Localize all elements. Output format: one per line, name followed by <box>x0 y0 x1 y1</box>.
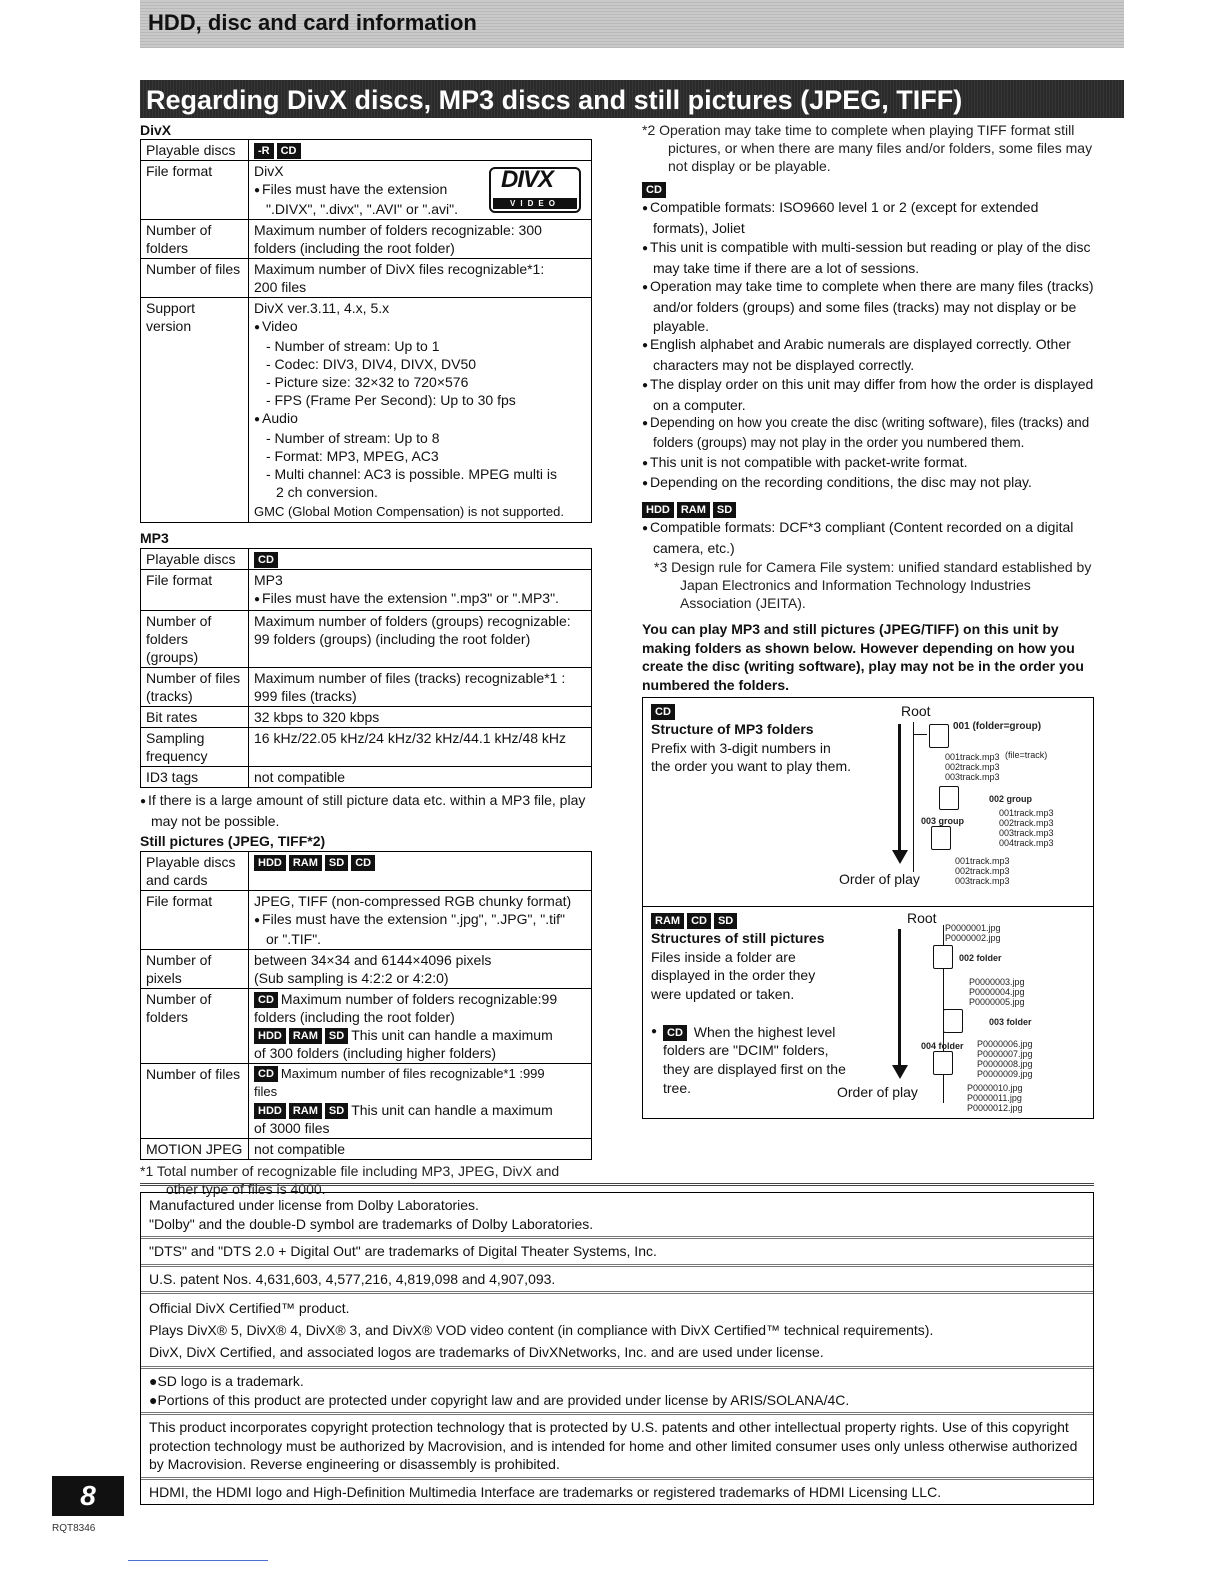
row-value <box>249 259 592 298</box>
disc-badge: CD <box>642 182 666 198</box>
table-row <box>141 667 592 706</box>
footnote-2: *2 Operation may take time to complete when playing TIFF format still pictures, or when there are many files and/or folders, some files may not display or be playable. <box>642 122 1093 174</box>
cd-item: ● Depending on the recording conditions, the disc may not play. <box>642 473 1094 494</box>
cd-item: ● This unit is not compatible with packet-write format. <box>642 453 1094 474</box>
row-key: Number of pixels <box>141 949 249 988</box>
section-title: Regarding DivX discs, MP3 discs and still pictures (JPEG, TIFF) <box>146 85 963 115</box>
disc-badge: HDD <box>254 1028 286 1044</box>
picture-label: P0000002.jpg <box>945 932 1001 943</box>
arrow-down-icon <box>892 1065 908 1079</box>
value-line: ● Audio <box>254 409 586 429</box>
disc-badge: CD <box>277 143 301 159</box>
disc-badge: RAM <box>651 913 684 929</box>
folder-label: 002 group <box>989 793 1033 804</box>
picture-label: P0000006.jpg <box>977 1038 1033 1049</box>
value-line: ● Video <box>254 317 586 337</box>
still-heading: Still pictures (JPEG, TIFF*2) <box>140 833 326 850</box>
divx-heading: DivX <box>140 122 172 138</box>
dcf-item: ● Compatible formats: DCF*3 compliant (Content recorded on a digital camera, etc.) <box>642 518 1094 557</box>
value-line: (Sub sampling is 4:2:2 or 4:2:0) <box>254 969 449 986</box>
value-line: JPEG, TIFF (non-compressed RGB chunky format) <box>254 892 572 909</box>
mp3-structure-box <box>642 697 1094 907</box>
folder-icon <box>929 724 949 748</box>
value-line: Maximum number of DivX files recognizable*1: <box>254 261 545 278</box>
folder-label: 003 group <box>921 815 965 826</box>
value-line: 999 files (tracks) <box>254 687 357 704</box>
value-line: - Codec: DIV3, DIV4, DIVX, DV50 <box>266 356 477 373</box>
row-value <box>249 667 592 706</box>
disc-badge: RAM <box>289 1103 322 1119</box>
value-line: - Format: MP3, MPEG, AC3 <box>266 448 439 465</box>
chapter-banner <box>140 0 1124 48</box>
row-value <box>249 1063 592 1138</box>
divider <box>140 1183 1094 1186</box>
picture-label: P0000012.jpg <box>967 1102 1023 1113</box>
row-key: Support version <box>141 298 249 523</box>
disc-badge: RAM <box>289 855 322 871</box>
row-value <box>249 949 592 988</box>
track-label: 003track.mp3 <box>945 771 1000 782</box>
row-key: Playable discs and cards <box>141 851 249 890</box>
value-line: Maximum number of folders recognizable: 300 <box>254 222 542 239</box>
row-value: 32 kbps to 320 kbps <box>249 706 592 727</box>
disc-badge: SD <box>325 855 348 871</box>
table-row <box>141 140 592 161</box>
value-line: DivX ver.3.11, 4.x, 5.x <box>254 300 390 317</box>
row-value <box>249 548 592 569</box>
disc-badge: -R <box>254 143 274 159</box>
table-row <box>141 569 592 610</box>
value-line: Maximum number of files recognizable*1 :999 <box>280 1065 545 1081</box>
disc-badge: CD <box>254 1066 278 1082</box>
track-label: 001track.mp3 <box>999 807 1054 818</box>
table-row <box>141 161 592 220</box>
mp3-table <box>140 548 592 788</box>
track-label: 001track.mp3 <box>945 751 1000 762</box>
value-line: GMC (Global Motion Compensation) is not supported. <box>254 504 564 520</box>
left-column <box>140 121 592 1198</box>
arrow-down-icon <box>892 850 908 864</box>
still-structure-box <box>642 907 1094 1119</box>
value-line: ● Files must have the extension ".jpg", ".JPG", ".tif" <box>254 910 586 930</box>
notice-row: U.S. patent Nos. 4,631,603, 4,577,216, 4,819,098 and 4,907,093. <box>141 1267 1093 1295</box>
logo-subtext: VIDEO <box>493 198 577 209</box>
picture-label: P0000003.jpg <box>969 976 1025 987</box>
picture-label: P0000007.jpg <box>977 1048 1033 1059</box>
cd-item: ● Compatible formats: ISO9660 level 1 or 2 (except for extended formats), Joliet <box>642 198 1094 237</box>
row-key: ID3 tags <box>141 766 249 787</box>
track-label: 002track.mp3 <box>955 865 1010 876</box>
table-row <box>141 988 592 1063</box>
value-line: files <box>254 1083 278 1099</box>
row-key: Playable discs <box>141 548 249 569</box>
picture-label: P0000005.jpg <box>969 996 1025 1007</box>
table-row <box>141 890 592 949</box>
row-value <box>249 988 592 1063</box>
row-value <box>249 220 592 259</box>
disc-badge: RAM <box>289 1028 322 1044</box>
notice-row: "DTS" and "DTS 2.0 + Digital Out" are trademarks of Digital Theater Systems, Inc. <box>141 1239 1093 1267</box>
value-line: 99 folders (groups) (including the root folder) <box>254 630 531 647</box>
row-key: MOTION JPEG <box>141 1138 249 1159</box>
section-bar <box>140 80 1124 118</box>
value-line: Maximum number of folders recognizable:99 <box>280 990 558 1007</box>
cd-item: ● This unit is compatible with multi-session but reading or play of the disc may take time if there are a lot of sessions. <box>642 238 1094 277</box>
footnote-3: *3 Design rule for Camera File system: unified standard established by Japan Electronics and Information Technology Industries Association (JEITA). <box>654 558 1092 611</box>
picture-label: P0000004.jpg <box>969 986 1025 997</box>
disc-badge: CD <box>351 855 375 871</box>
row-value <box>249 298 592 523</box>
value-line: This unit can handle a maximum <box>351 1026 553 1043</box>
table-row <box>141 548 592 569</box>
cd-item: ● Depending on how you create the disc (writing software), files (tracks) and folders (groups) may not play in the order you numbered them. <box>642 414 1094 452</box>
row-key: Bit rates <box>141 706 249 727</box>
disc-badge: HDD <box>642 502 674 518</box>
folder-icon <box>933 1051 953 1075</box>
row-key: Number of files (tracks) <box>141 667 249 706</box>
row-key: Number of folders <box>141 220 249 259</box>
table-row <box>141 706 592 727</box>
tree-line <box>913 734 927 735</box>
folder-label: 003 folder <box>989 1016 1032 1027</box>
value-line: Maximum number of folders (groups) recognizable: <box>254 612 571 629</box>
root-label: Root <box>901 702 931 719</box>
row-key: File format <box>141 569 249 610</box>
disc-badge: CD <box>254 992 278 1008</box>
row-value <box>249 161 592 220</box>
table-row <box>141 727 592 766</box>
disc-badge: CD <box>254 552 278 568</box>
footnote-1: *1 Total number of recognizable file including MP3, JPEG, DivX and other type of files is 4000. <box>140 1162 560 1197</box>
value-line: - Multi channel: AC3 is possible. MPEG multi is <box>266 466 557 483</box>
row-value <box>249 890 592 949</box>
row-value: not compatible <box>249 766 592 787</box>
document-code: RQT8346 <box>52 1523 96 1534</box>
row-value: 16 kHz/22.05 kHz/24 kHz/32 kHz/44.1 kHz/48 kHz <box>249 727 592 766</box>
disc-badge: CD <box>651 704 675 720</box>
disc-badge: HDD <box>254 855 286 871</box>
notice-row: HDMI, the HDMI logo and High-Definition Multimedia Interface are trademarks or registered trademarks of HDMI Licensing LLC. <box>149 1483 942 1500</box>
value-line: between 34×34 and 6144×4096 pixels <box>254 951 492 968</box>
disc-badge: RAM <box>677 502 710 518</box>
mp3-heading: MP3 <box>140 530 169 547</box>
page-number: 8 <box>52 1476 124 1516</box>
row-key: Number of folders (groups) <box>141 610 249 667</box>
table-row <box>141 220 592 259</box>
folder-instructions: You can play MP3 and still pictures (JPEG/TIFF) on this unit by making folders as shown below. However depending on how you create the disc (writing software), play may not be in the order you numbered the folders. <box>642 620 1084 693</box>
notice-row: ●SD logo is a trademark. ●Portions of this product are protected under copyright law and are provided under license by ARIS/SOLANA/4C. <box>141 1369 1093 1415</box>
value-line: ● Files must have the extension <box>254 180 586 200</box>
value-line: 200 files <box>254 279 307 296</box>
row-key: Playable discs <box>141 140 249 161</box>
track-label: 002track.mp3 <box>945 761 1000 772</box>
mp3-note: ● If there is a large amount of still picture data etc. within a MP3 file, play may not be possible. <box>140 791 592 830</box>
chapter-title: HDD, disc and card information <box>148 10 477 35</box>
disc-badge: SD <box>325 1028 348 1044</box>
tree-line <box>913 722 914 872</box>
row-value: not compatible <box>249 1138 592 1159</box>
value-line: MP3 <box>254 571 283 588</box>
track-label: 004track.mp3 <box>999 837 1054 848</box>
order-of-play-label: Order of play <box>837 1083 918 1100</box>
license-notices <box>140 1192 1094 1505</box>
folder-icon <box>933 945 953 969</box>
still-structure-title: Structures of still pictures <box>651 929 825 946</box>
value-line: - Picture size: 32×32 to 720×576 <box>266 374 469 391</box>
picture-label: P0000009.jpg <box>977 1068 1033 1079</box>
row-value <box>249 569 592 610</box>
row-key: Number of files <box>141 1063 249 1138</box>
track-label: 001track.mp3 <box>955 855 1010 866</box>
still-structure-desc: Files inside a folder are displayed in the order they were updated or taken. <box>651 948 816 1003</box>
value-line: of 3000 files <box>254 1119 330 1136</box>
cd-item: ● Operation may take time to complete when there are many files (tracks) and/or folders (groups) and some files (tracks) may not display or be playable. <box>642 277 1094 335</box>
value-line: DivX <box>254 163 284 180</box>
folder-icon <box>931 826 951 850</box>
value-line: - Number of stream: Up to 1 <box>266 338 440 355</box>
notice-row: Official DivX Certified™ product. Plays DivX® 5, DivX® 4, DivX® 3, and DivX® VOD video content (in compliance with DivX Certified™ technical requirements). DivX, DivX Certified, and associated logos are trademarks of DivXNetworks, Inc. and are used under license. <box>141 1294 1093 1369</box>
disc-badge: CD <box>663 1025 687 1041</box>
picture-label: P0000010.jpg <box>967 1082 1023 1093</box>
dcim-note-text: When the highest level folders are "DCIM" folders, they are displayed first on the tree. <box>663 1023 846 1096</box>
row-key: File format <box>141 890 249 949</box>
folder-icon <box>943 1009 963 1033</box>
disc-badge: HDD <box>254 1103 286 1119</box>
picture-label: P0000001.jpg <box>945 922 1001 933</box>
order-of-play-label: Order of play <box>839 870 920 887</box>
notice-row: Manufactured under license from Dolby Laboratories. "Dolby" and the double-D symbol are trademarks of Dolby Laboratories. <box>141 1193 1093 1239</box>
cd-item: ● The display order on this unit may differ from how the order is displayed on a computer. <box>642 375 1094 414</box>
table-row <box>141 766 592 787</box>
row-value <box>249 140 592 161</box>
divx-video-logo <box>489 167 581 213</box>
mp3-structure-desc: Prefix with 3-digit numbers in the order you want to play them. <box>651 739 851 775</box>
value-line: 2 ch conversion. <box>276 484 378 501</box>
disc-badge: SD <box>325 1103 348 1119</box>
track-label: 003track.mp3 <box>999 827 1054 838</box>
folder-label: 004 folder <box>921 1040 964 1051</box>
value-line: of 300 folders (including higher folders) <box>254 1044 497 1061</box>
table-row <box>141 1138 592 1159</box>
table-row <box>141 298 592 523</box>
table-row <box>141 949 592 988</box>
folder-label: 001 (folder=group) <box>953 720 1042 732</box>
folder-icon <box>939 786 959 810</box>
track-label: 002track.mp3 <box>999 817 1054 828</box>
row-key: Number of files <box>141 259 249 298</box>
picture-label: P0000008.jpg <box>977 1058 1033 1069</box>
row-key: Sampling frequency <box>141 727 249 766</box>
divider <box>128 1560 268 1561</box>
row-value <box>249 851 592 890</box>
file-track-label: (file=track) <box>1005 749 1048 760</box>
value-line: This unit can handle a maximum <box>351 1101 553 1118</box>
value-line: folders (including the root folder) <box>254 1008 455 1025</box>
row-value <box>249 610 592 667</box>
value-line: - FPS (Frame Per Second): Up to 30 fps <box>266 392 516 409</box>
value-line: or ".TIF". <box>266 930 322 947</box>
value-line: folders (including the root folder) <box>254 240 455 257</box>
table-row <box>141 610 592 667</box>
table-row <box>141 1063 592 1138</box>
notice-row: This product incorporates copyright protection technology that is protected by U.S. patents and other intellectual property rights. Use of this copyright protection technology must be authorized by Macrovision, and is intended for home and other limited consumer uses only unless otherwise authorized by Macrovision. Reverse engineering or disassembly is prohibited. <box>141 1415 1093 1480</box>
dcim-note: ● CD When the highest level folders are "DCIM" folders, they are displayed first on the tree. <box>651 1023 846 1096</box>
table-row <box>141 851 592 890</box>
root-label: Root <box>907 909 937 926</box>
value-line: Maximum number of files (tracks) recognizable*1 : <box>254 669 566 686</box>
row-key: File format <box>141 161 249 220</box>
cd-item: ● English alphabet and Arabic numerals are displayed correctly. Other characters may not be displayed correctly. <box>642 335 1094 374</box>
picture-label: P0000011.jpg <box>967 1092 1022 1103</box>
table-row <box>141 259 592 298</box>
still-table <box>140 851 592 1160</box>
value-line: ● Files must have the extension ".mp3" or ".MP3". <box>254 589 586 609</box>
value-line: - Number of stream: Up to 8 <box>266 430 440 447</box>
right-column <box>642 121 1094 1119</box>
mp3-structure-title: Structure of MP3 folders <box>651 720 814 737</box>
row-key: Number of folders <box>141 988 249 1063</box>
order-arrow <box>898 929 901 1069</box>
disc-badge: CD <box>687 913 711 929</box>
order-arrow <box>898 724 901 854</box>
divx-table <box>140 139 592 523</box>
value-line: ".DIVX", ".divx", ".AVI" or ".avi". <box>266 201 458 218</box>
folder-label: 002 folder <box>959 952 1002 963</box>
track-label: 003track.mp3 <box>955 875 1010 886</box>
disc-badge: SD <box>713 502 736 518</box>
disc-badge: SD <box>714 913 737 929</box>
logo-text: DIVX <box>501 166 554 194</box>
